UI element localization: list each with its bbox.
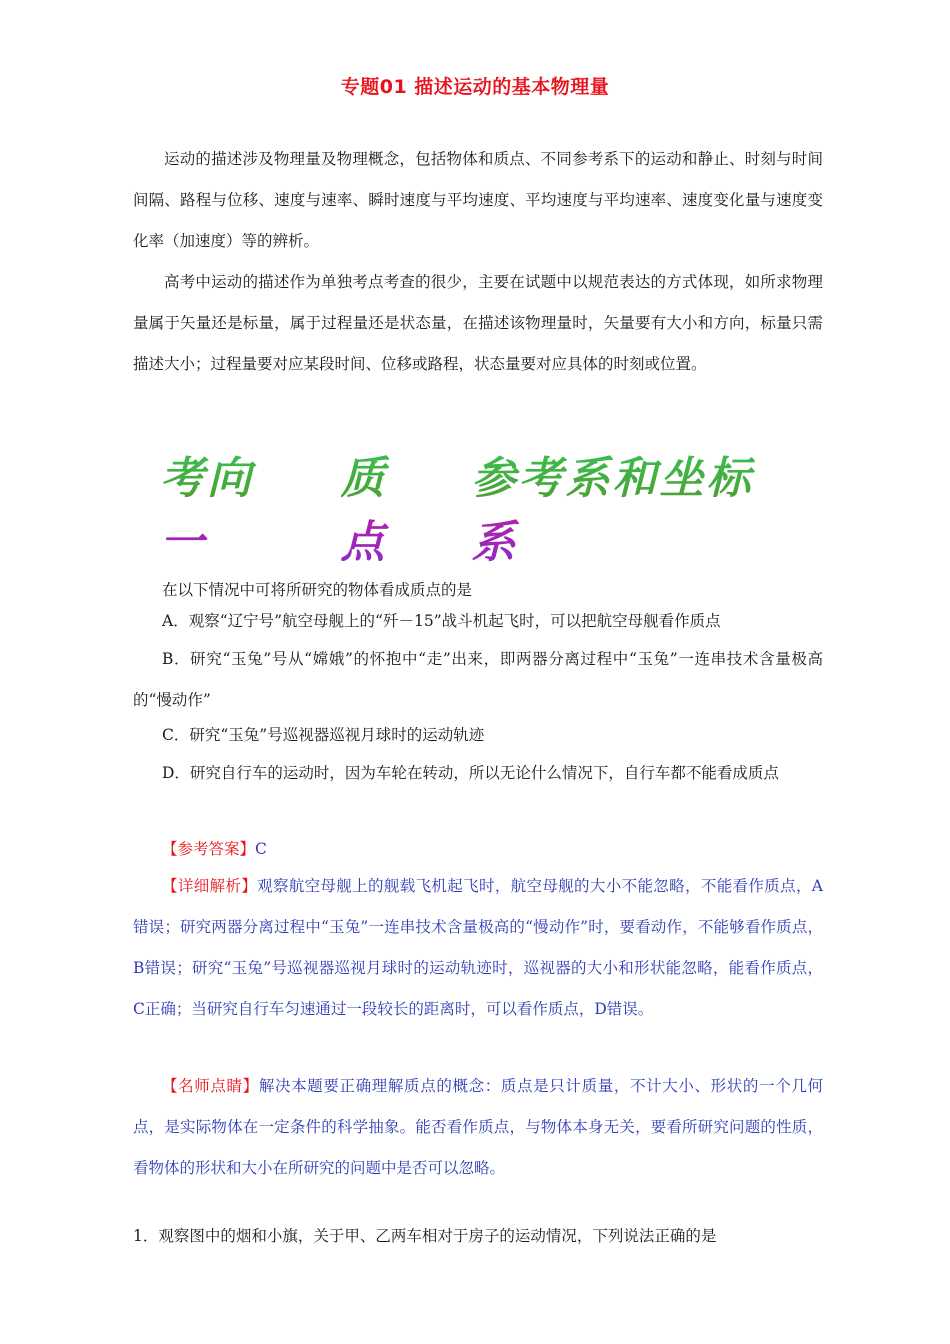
section-banner-part1: 考向一	[160, 442, 297, 570]
option-d: D．研究自行车的运动时，因为车轮在转动，所以无论什么情况下，自行车都不能看成质点	[162, 764, 779, 782]
section-banner-part3: 参考系和坐标系	[472, 442, 791, 570]
answer-line	[133, 829, 823, 870]
section-banner-part2: 质点	[341, 442, 432, 570]
exercise-1-question: 1．观察图中的烟和小旗，关于甲、乙两车相对于房子的运动情况，下列说法正确的是	[133, 1227, 717, 1245]
page-title: 专题01 描述运动的基本物理量	[340, 76, 610, 98]
intro-paragraph-2: 高考中运动的描述作为单独考点考查的很少，主要在试题中以规范表达的方式体现，如所求物理量属于矢量还是标量，属于过程量还是状态量，在描述该物理量时，矢量要有大小和方向，标量只需描述大小；过程量要对应某段时间、位移或路程，状态量要对应具体的时刻或位置。	[133, 273, 823, 373]
analysis-tag: 【详细解析】	[162, 877, 258, 895]
option-b: B．研究“玉兔”号从“嫦娥”的怀抱中“走”出来，即两器分离过程中“玉兔”一连串技术含量极高的“慢动作”	[133, 650, 823, 709]
section-banner	[160, 453, 790, 568]
intro-paragraph-1: 运动的描述涉及物理量及物理概念，包括物体和质点、不同参考系下的运动和静止、时刻与时间间隔、路程与位移、速度与速率、瞬时速度与平均速度、平均速度与平均速率、速度变化量与速度变化率（加速度）等的辨析。	[133, 150, 823, 250]
analysis-text: 观察航空母舰上的舰载飞机起飞时，航空母舰的大小不能忽略，不能看作质点，A错误；研究两器分离过程中“玉兔”一连串技术含量极高的“慢动作”时，要看动作，不能够看作质点，B错误；研究“玉兔”号巡视器巡视月球时的运动轨迹时，巡视器的大小和形状能忽略，能看作质点，C正确；当研究自行车匀速通过一段较长的距离时，可以看作质点，D错误。	[133, 877, 823, 1018]
tip-paragraph	[133, 1066, 823, 1189]
option-a: A．观察“辽宁号”航空母舰上的“歼－15”战斗机起飞时，可以把航空母舰看作质点	[162, 612, 721, 630]
tip-tag: 【名师点睛】	[162, 1077, 259, 1095]
tip-text: 解决本题要正确理解质点的概念：质点是只计质量，不计大小、形状的一个几何点，是实际物体在一定条件的科学抽象。能否看作质点，与物体本身无关，要看所研究问题的性质，看物体的形状和大小在所研究的问题中是否可以忽略。	[133, 1077, 823, 1177]
option-c: C．研究“玉兔”号巡视器巡视月球时的运动轨迹	[162, 726, 485, 744]
answer-tag: 【参考答案】	[162, 840, 256, 858]
answer-value: C	[255, 840, 267, 858]
analysis-paragraph	[133, 866, 823, 1030]
example-question: 在以下情况中可将所研究的物体看成质点的是	[162, 581, 473, 599]
